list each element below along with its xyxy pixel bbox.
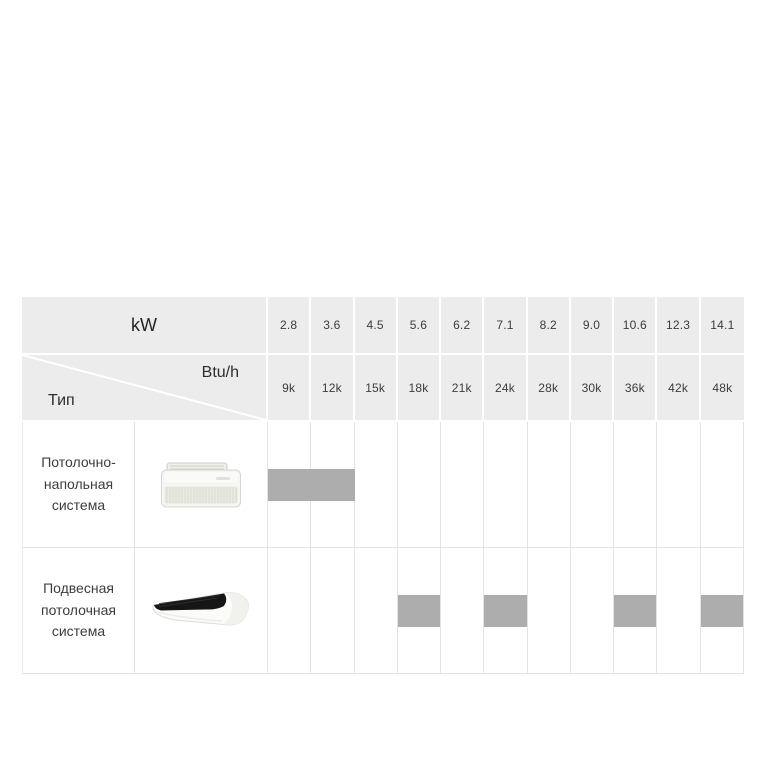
kw-value-cell-label: 3.6 [323, 318, 341, 332]
kw-value-cell [701, 297, 744, 355]
kw-value-cell [614, 297, 657, 355]
kw-value-cell [657, 297, 700, 355]
capacity-cell [614, 422, 657, 548]
btu-value-cell [441, 355, 484, 422]
btu-value-cell [484, 355, 527, 422]
capacity-cell [701, 422, 744, 548]
kw-value-cell [571, 297, 614, 355]
capacity-cell [355, 548, 398, 674]
row-image-cell-suspended-ceiling [135, 548, 268, 674]
btu-value-cell [268, 355, 311, 422]
btu-value-cell-label: 24k [495, 380, 515, 395]
capacity-cell [701, 548, 744, 674]
capacity-cell [657, 548, 700, 674]
kw-value-cell-label: 5.6 [409, 318, 428, 332]
capacity-cell [355, 422, 398, 548]
btu-value-cell [657, 355, 700, 422]
btu-value-cell [701, 355, 744, 422]
kw-label: kW [131, 314, 157, 335]
availability-mark [614, 595, 656, 627]
btu-value-cell-label: 15k [365, 380, 386, 395]
kw-header-cell [22, 297, 268, 355]
capacity-cell [441, 422, 484, 548]
kw-value-cell [355, 297, 398, 355]
kw-value-cell-label: 14.1 [710, 318, 735, 332]
capacity-cell [268, 548, 311, 674]
type-btu-header-cell [22, 355, 268, 422]
kw-value-cell-label: 12.3 [666, 318, 691, 332]
capacity-cell [657, 422, 700, 548]
capacity-cell [484, 422, 527, 548]
kw-value-cell [528, 297, 571, 355]
capacity-cell [398, 548, 441, 674]
kw-value-cell [268, 297, 311, 355]
btu-value-cell-label: 12k [321, 380, 342, 395]
btu-value-cell-label: 9k [282, 380, 296, 395]
kw-value-cell-label: 2.8 [279, 318, 298, 332]
btu-value-cell [311, 355, 354, 422]
kw-value-cell-label: 4.5 [366, 318, 384, 332]
btu-value-cell-label: 42k [668, 380, 689, 395]
suspended-ceiling-unit-image [147, 588, 255, 634]
kw-value-cell [441, 297, 484, 355]
btu-value-cell [614, 355, 657, 422]
capacity-table [22, 297, 744, 674]
kw-value-cell [484, 297, 527, 355]
capacity-cell [571, 548, 614, 674]
row-label-floor-ceiling-system: Потолочно-напольная система [22, 422, 135, 548]
btu-value-cell-label: 18k [408, 380, 429, 395]
btu-value-cell-label: 48k [712, 380, 733, 395]
kw-value-cell [398, 297, 441, 355]
btu-label: Btu/h [201, 364, 239, 381]
kw-value-cell-label: 6.2 [453, 318, 471, 332]
availability-mark [484, 595, 526, 627]
type-label: Тип [48, 392, 75, 409]
availability-mark [398, 595, 440, 627]
kw-value-cell [311, 297, 354, 355]
capacity-cell [311, 548, 354, 674]
btu-value-cell-label: 36k [624, 380, 645, 395]
row-label-suspended-ceiling-system: Подвесная потолочная система [22, 548, 135, 674]
btu-value-cell [355, 355, 398, 422]
availability-mark [701, 595, 743, 627]
kw-value-cell-label: 10.6 [622, 318, 647, 332]
kw-value-cell-label: 8.2 [539, 318, 557, 332]
floor-ceiling-unit-image [160, 460, 242, 510]
capacity-cell [528, 422, 571, 548]
btu-value-cell [528, 355, 571, 422]
row-image-cell-floor-ceiling [135, 422, 268, 548]
btu-value-cell [398, 355, 441, 422]
capacity-cell [571, 422, 614, 548]
btu-value-cell [571, 355, 614, 422]
capacity-cell [614, 548, 657, 674]
kw-value-cell-label: 9.0 [582, 318, 601, 332]
capacity-cell [268, 422, 311, 548]
btu-value-cell-label: 30k [581, 380, 602, 395]
kw-value-cell-label: 7.1 [496, 318, 514, 332]
capacity-cell [398, 422, 441, 548]
btu-value-cell-label: 28k [538, 380, 559, 395]
capacity-cell [441, 548, 484, 674]
btu-value-cell-label: 21k [451, 380, 472, 395]
capacity-cell [484, 548, 527, 674]
availability-mark [268, 469, 355, 501]
capacity-cell [528, 548, 571, 674]
